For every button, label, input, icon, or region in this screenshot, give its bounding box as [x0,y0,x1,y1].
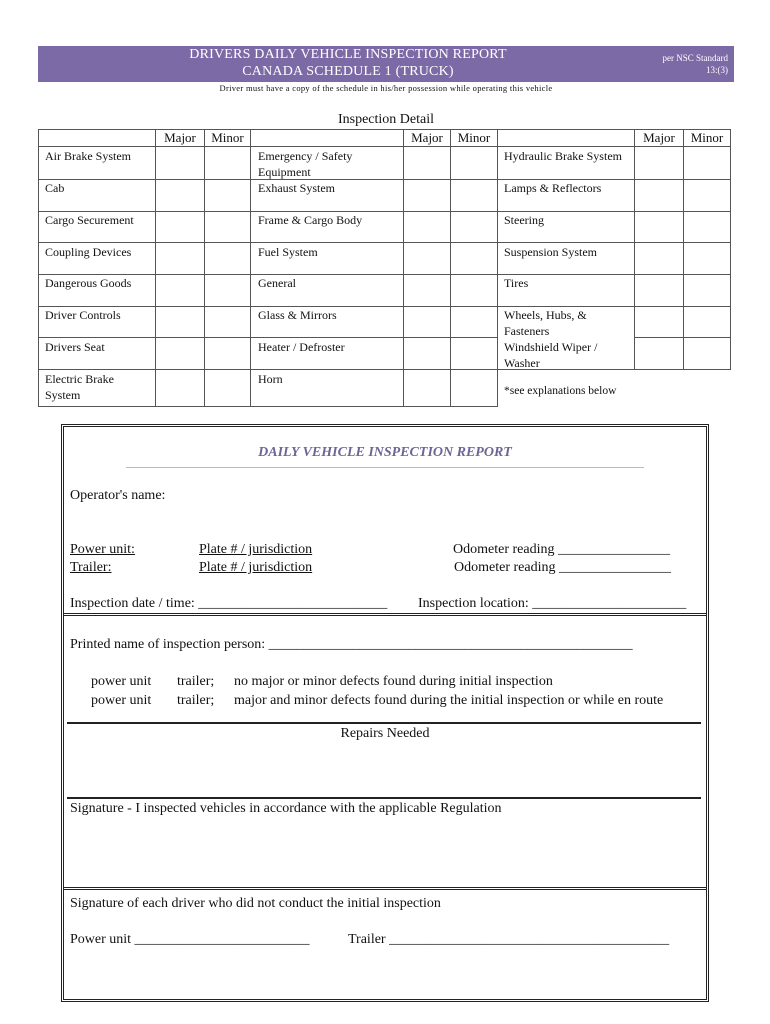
item-cab: Cab [45,181,65,195]
subtitle: Driver must have a copy of the schedule in his/her possession while operating this vehicle [219,83,553,93]
item-hydraulic-brake: Hydraulic Brake System [504,149,622,163]
printed-name-field[interactable]: Printed name of inspection person: ____________________________________________________ [70,637,633,652]
defects-found-statement: major and minor defects found during the initial inspection or while en route [234,693,664,708]
repairs-needed-label: Repairs Needed [340,726,430,741]
trailer-option-1[interactable]: trailer; [177,674,215,689]
item-coupling: Coupling Devices [45,245,132,259]
item-horn: Horn [258,372,283,386]
item-drivers-seat: Drivers Seat [45,340,105,354]
item-heater-defroster: Heater / Defroster [258,340,345,354]
minor-header-3: Minor [690,130,724,145]
plate-jurisdiction-1: Plate # / jurisdiction [199,542,313,557]
item-lamps-reflectors: Lamps & Reflectors [504,181,602,195]
item-emergency-equipment: Emergency / Safety Equipment [258,149,353,179]
no-defects-statement: no major or minor defects found during initial inspection [234,674,553,689]
major-header-2: Major [411,130,443,145]
item-air-brake: Air Brake System [45,149,131,163]
trailer-signature-field[interactable]: Trailer ________________________________________ [348,932,670,947]
minor-header-1: Minor [211,130,244,145]
daily-report-title: DAILY VEHICLE INSPECTION REPORT [258,445,512,460]
report-title-line2: CANADA SCHEDULE 1 (TRUCK) [242,64,454,79]
inspection-date-field[interactable]: Inspection date / time: ___________________________ [70,596,388,611]
item-dangerous-goods: Dangerous Goods [45,276,132,290]
operator-name-label: Operator's name: [70,488,166,503]
daily-report-box [61,424,709,1002]
report-title-line1: DRIVERS DAILY VEHICLE INSPECTION REPORT [189,47,507,62]
nsc-standard [638,52,728,76]
power-unit-label: Power unit: [70,542,135,557]
item-fuel-system: Fuel System [258,245,318,259]
item-exhaust: Exhaust System [258,181,335,195]
major-header-1: Major [164,130,196,145]
item-wheels-hubs: Wheels, Hubs, & Fasteners [504,308,587,338]
explanations-note: *see explanations below [504,385,617,397]
odometer-reading-2[interactable]: Odometer reading ________________ [454,560,671,575]
signature-each-driver-label: Signature of each driver who did not conduct the initial inspection [70,896,441,911]
inspection-location-field[interactable]: Inspection location: ______________________ [418,596,687,611]
power-unit-option-1[interactable]: power unit [91,674,152,689]
inspection-detail-title: Inspection Detail [337,112,435,127]
minor-header-2: Minor [457,130,491,145]
trailer-option-2[interactable]: trailer; [177,693,215,708]
power-unit-signature-field[interactable]: Power unit _________________________ [70,932,310,947]
header-bar [38,46,734,82]
item-suspension: Suspension System [504,245,598,259]
standard-line2: 13:(3) [706,65,728,75]
power-unit-option-2[interactable]: power unit [91,693,152,708]
item-electric-brake: Electric Brake System [45,372,114,402]
plate-jurisdiction-2: Plate # / jurisdiction [199,560,313,575]
item-cargo-securement: Cargo Securement [45,213,134,227]
signature-statement: Signature - I inspected vehicles in accordance with the applicable Regulation [70,801,502,816]
item-steering: Steering [504,213,544,227]
item-glass-mirrors: Glass & Mirrors [258,308,337,322]
item-tires: Tires [504,276,529,290]
standard-line1: per NSC Standard [662,53,728,63]
inspection-grid [38,129,731,407]
item-windshield-wiper: Windshield Wiper / Washer [504,340,598,370]
item-general: General [258,276,296,290]
major-header-3: Major [643,130,675,145]
trailer-label: Trailer: [70,560,112,575]
odometer-reading-1[interactable]: Odometer reading ________________ [453,542,670,557]
item-driver-controls: Driver Controls [45,308,121,322]
item-frame-cargo-body: Frame & Cargo Body [258,213,363,227]
